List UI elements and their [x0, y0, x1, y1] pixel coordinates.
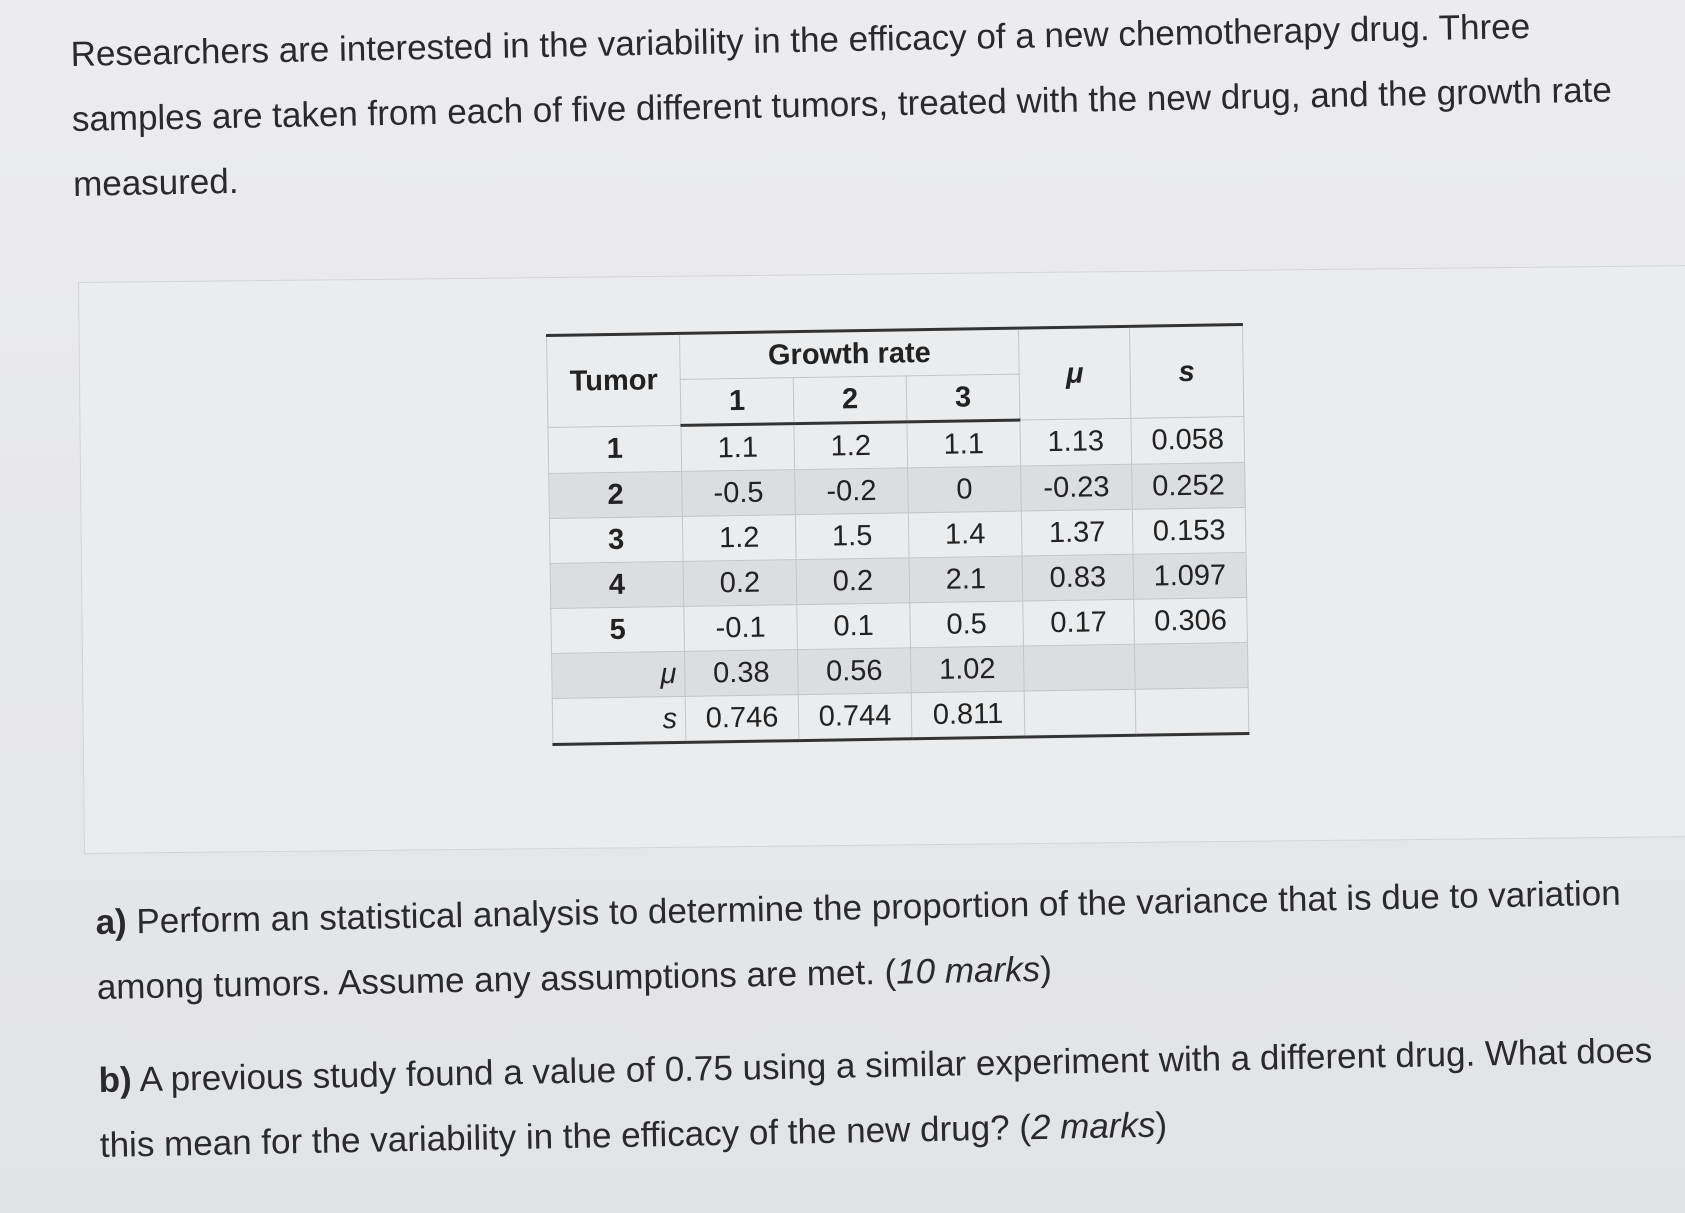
column-mean-label: μ — [552, 651, 686, 698]
mu-header: μ — [1018, 326, 1130, 420]
question-b-marks: 2 marks — [1030, 1105, 1156, 1148]
sd-cell: 0.252 — [1132, 463, 1246, 510]
sample-header-1: 1 — [680, 378, 794, 426]
growth-cell: -0.2 — [795, 468, 909, 515]
growth-cell: 0.5 — [910, 601, 1024, 648]
sd-cell: 0.153 — [1132, 508, 1246, 555]
tumor-header: Tumor — [547, 333, 681, 427]
column-mean-cell: 0.56 — [797, 648, 911, 695]
question-a-text: Perform an statistical analysis to determine the proportion of the variance that is due to variation among tumors. Assume any assumptions are met. ( — [96, 873, 1621, 1007]
growth-cell: 0 — [908, 466, 1022, 513]
tumor-id: 2 — [549, 471, 683, 518]
empty-cell — [1134, 643, 1248, 690]
sd-cell: 0.306 — [1134, 598, 1248, 645]
column-sd-cell: 0.811 — [911, 691, 1025, 739]
mean-cell: 1.37 — [1021, 509, 1133, 556]
question-a-marks: 10 marks — [895, 949, 1041, 992]
question-b — [98, 1018, 1660, 1178]
mean-cell: -0.23 — [1021, 464, 1133, 511]
mean-cell: 0.17 — [1023, 599, 1135, 646]
questions — [95, 860, 1661, 1206]
tumor-id: 1 — [548, 425, 682, 473]
sd-cell: 0.058 — [1131, 417, 1245, 465]
question-a-close: ) — [1039, 949, 1053, 989]
tumor-id: 5 — [551, 606, 685, 653]
growth-cell: 1.2 — [682, 515, 796, 562]
growth-cell: 0.2 — [683, 560, 797, 607]
growth-cell: 1.5 — [795, 513, 909, 560]
growth-rate-table — [546, 323, 1249, 746]
s-header: s — [1129, 325, 1243, 419]
growth-rate-header: Growth rate — [680, 328, 1020, 379]
column-sd-cell: 0.744 — [798, 693, 912, 741]
question-a-label: a) — [95, 902, 128, 942]
empty-cell — [1135, 688, 1249, 736]
sample-header-2: 2 — [793, 376, 907, 424]
sample-header-3: 3 — [906, 374, 1020, 422]
question-b-text: A previous study found a value of 0.75 using a similar experiment with a different drug. What does this mean for the variability in the efficacy of the new drug? ( — [99, 1031, 1653, 1165]
column-sd-row — [552, 688, 1249, 745]
question-b-close: ) — [1155, 1105, 1168, 1145]
sd-cell: 1.097 — [1133, 553, 1247, 600]
mean-cell: 0.83 — [1022, 554, 1134, 601]
tumor-id: 3 — [549, 516, 683, 563]
question-b-label: b) — [98, 1060, 133, 1100]
growth-cell: 1.1 — [907, 420, 1021, 468]
intro-paragraph: Researchers are interested in the variability in the efficacy of a new chemotherapy drug. Three samples are taken from each of five different tumors, treated with the new drug, and the growth rate measured. — [70, 6, 1613, 204]
column-sd-cell: 0.746 — [685, 695, 799, 743]
growth-cell: 1.4 — [908, 511, 1022, 558]
empty-cell — [1023, 644, 1135, 691]
growth-cell: -0.5 — [682, 470, 796, 517]
growth-cell: 1.2 — [794, 422, 908, 470]
question-a — [95, 860, 1657, 1020]
table-header-row — [547, 325, 1244, 382]
column-mean-cell: 0.38 — [685, 650, 799, 697]
mean-cell: 1.13 — [1020, 418, 1132, 466]
empty-cell — [1024, 689, 1136, 737]
growth-cell: -0.1 — [684, 605, 798, 652]
growth-cell: 2.1 — [909, 556, 1023, 603]
growth-cell: 0.1 — [797, 603, 911, 650]
column-sd-label: s — [552, 696, 686, 744]
growth-cell: 1.1 — [681, 424, 795, 472]
column-mean-cell: 1.02 — [910, 646, 1024, 693]
tumor-id: 4 — [550, 561, 684, 608]
growth-cell: 0.2 — [796, 558, 910, 605]
